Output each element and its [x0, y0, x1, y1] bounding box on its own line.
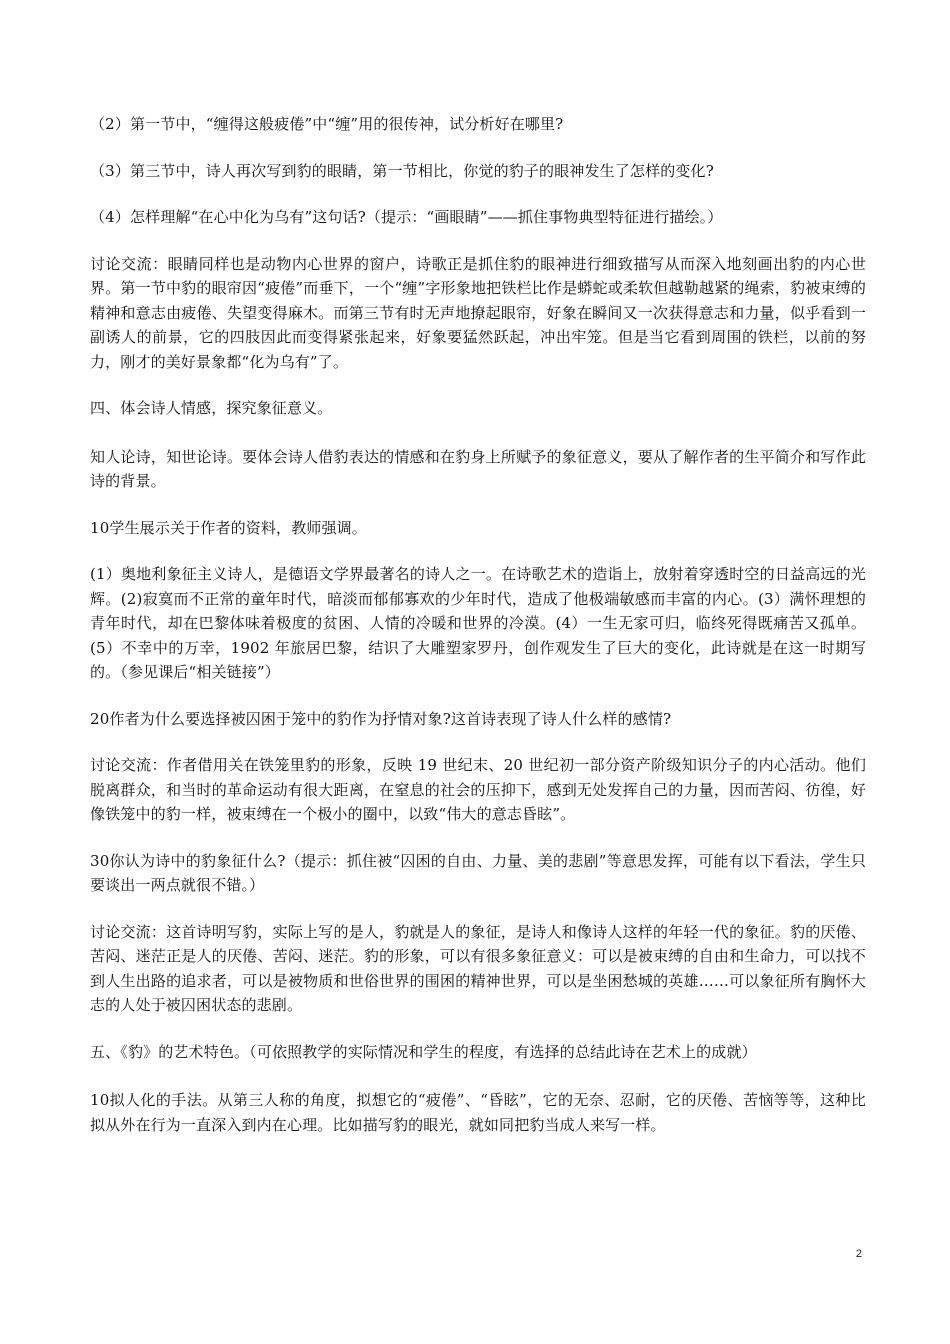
discussion-paragraph: 讨论交流：眼睛同样也是动物内心世界的窗户，诗歌正是抓住豹的眼神进行细致描写从而深入地刻画出豹的内心世界。第一节中豹的眼帘因“疲倦”而垂下，一个“缠”字形象地把铁栏比作是蟒蛇或柔软但越勒越紧的绳索，豹被束缚的精神和意志由疲倦、失望变得麻木。而第三节有时无声地撩起眼帘，好象在瞬间又一次获得意志和力量，似乎看到一副诱人的前景，它的四肢因此而变得紧张起来，好象要猛然跃起，冲出牢笼。但是当它看到周围的铁栏，以前的努力，刚才的美好景象都“化为乌有”了。 — [90, 254, 866, 371]
body-paragraph: (1）奥地利象征主义诗人，是德语文学界最著名的诗人之一。在诗歌艺术的造诣上，放射着穿透时空的日益高远的光辉。(2)寂寞而不正常的童年时代，暗淡而郁郁寡欢的少年时代，造成了他极端敏感而丰富的内心。(3）满怀理想的青年时代，却在巴黎体味着极度的贫困、人情的冷暖和世界的冷漠。(4）一生无家可归，临终死得既痛苦又孤单。(5）不幸中的万幸，1902 年旅居巴黎，结识了大雕塑家罗丹，创作观发生了巨大的变化，此诗就是在这一时期写的。（参见课后“相关链接”） — [90, 565, 866, 681]
document-body — [90, 112, 866, 1159]
discussion-paragraph: 讨论交流：作者借用关在铁笼里豹的形象，反映 19 世纪末、20 世纪初一部分资产阶级知识分子的内心活动。他们脱离群众，和当时的革命运动有很大距离，在窒息的社会的压抑下，感到无处发挥自己的力量，因而苦闷、彷徨，好像铁笼中的豹一样，被束缚在一个极小的圈中，以致“伟大的意志昏眩”。 — [90, 756, 866, 823]
question-paragraph: 30你认为诗中的豹象征什么?（提示：抓住被“囚困的自由、力量、美的悲剧”等意思发挥，可能有以下看法，学生只要谈出一两点就很不错。） — [90, 851, 866, 894]
section-heading: 五、《豹》的艺术特色。（可依照教学的实际情况和学生的程度，有选择的总结此诗在艺术上的成就） — [90, 1042, 757, 1061]
question-paragraph: （3）第三节中，诗人再次写到豹的眼睛，第一节相比，你觉的豹子的眼神发生了怎样的变化? — [90, 161, 714, 180]
question-paragraph: 20作者为什么要选择被囚困于笼中的豹作为抒情对象?这首诗表现了诗人什么样的感情? — [90, 709, 672, 728]
body-paragraph: 10学生展示关于作者的资料，教师强调。 — [90, 518, 367, 537]
body-paragraph: 10拟人化的手法。从第三人称的角度，拟想它的“疲倦”、“昏眩”，它的无奈、忍耐，它的厌倦、苦恼等等，这种比拟从外在行为一直深入到内在心理。比如描写豹的眼光，就如同把豹当成人来写一样。 — [90, 1091, 866, 1134]
page-number: 2 — [855, 1248, 862, 1260]
section-heading: 四、体会诗人情感，探究象征意义。 — [90, 399, 333, 417]
question-paragraph: （4）怎样理解“在心中化为乌有”这句话?（提示：“画眼睛”——抓住事物典型特征进行描绘。） — [90, 208, 723, 226]
discussion-paragraph: 讨论交流：这首诗明写豹，实际上写的是人，豹就是人的象征，是诗人和像诗人这样的年轻一代的象征。豹的厌倦、苦闷、迷茫正是人的厌倦、苦闷、迷茫。豹的形象，可以有很多象征意义：可以是被束缚的自由和生命力，可以找不到人生出路的追求者，可以是被物质和世俗世界的围困的精神世界，可以是坐困愁城的英雄……可以象征所有胸怀大志的人处于被囚困状态的悲剧。 — [90, 922, 866, 1014]
question-paragraph: （2）第一节中，“缠得这般疲倦”中“缠”用的很传神，试分析好在哪里? — [90, 115, 564, 133]
body-paragraph: 知人论诗，知世论诗。要体会诗人借豹表达的情感和在豹身上所赋予的象征意义，要从了解作者的生平简介和写作此诗的背景。 — [90, 447, 866, 490]
